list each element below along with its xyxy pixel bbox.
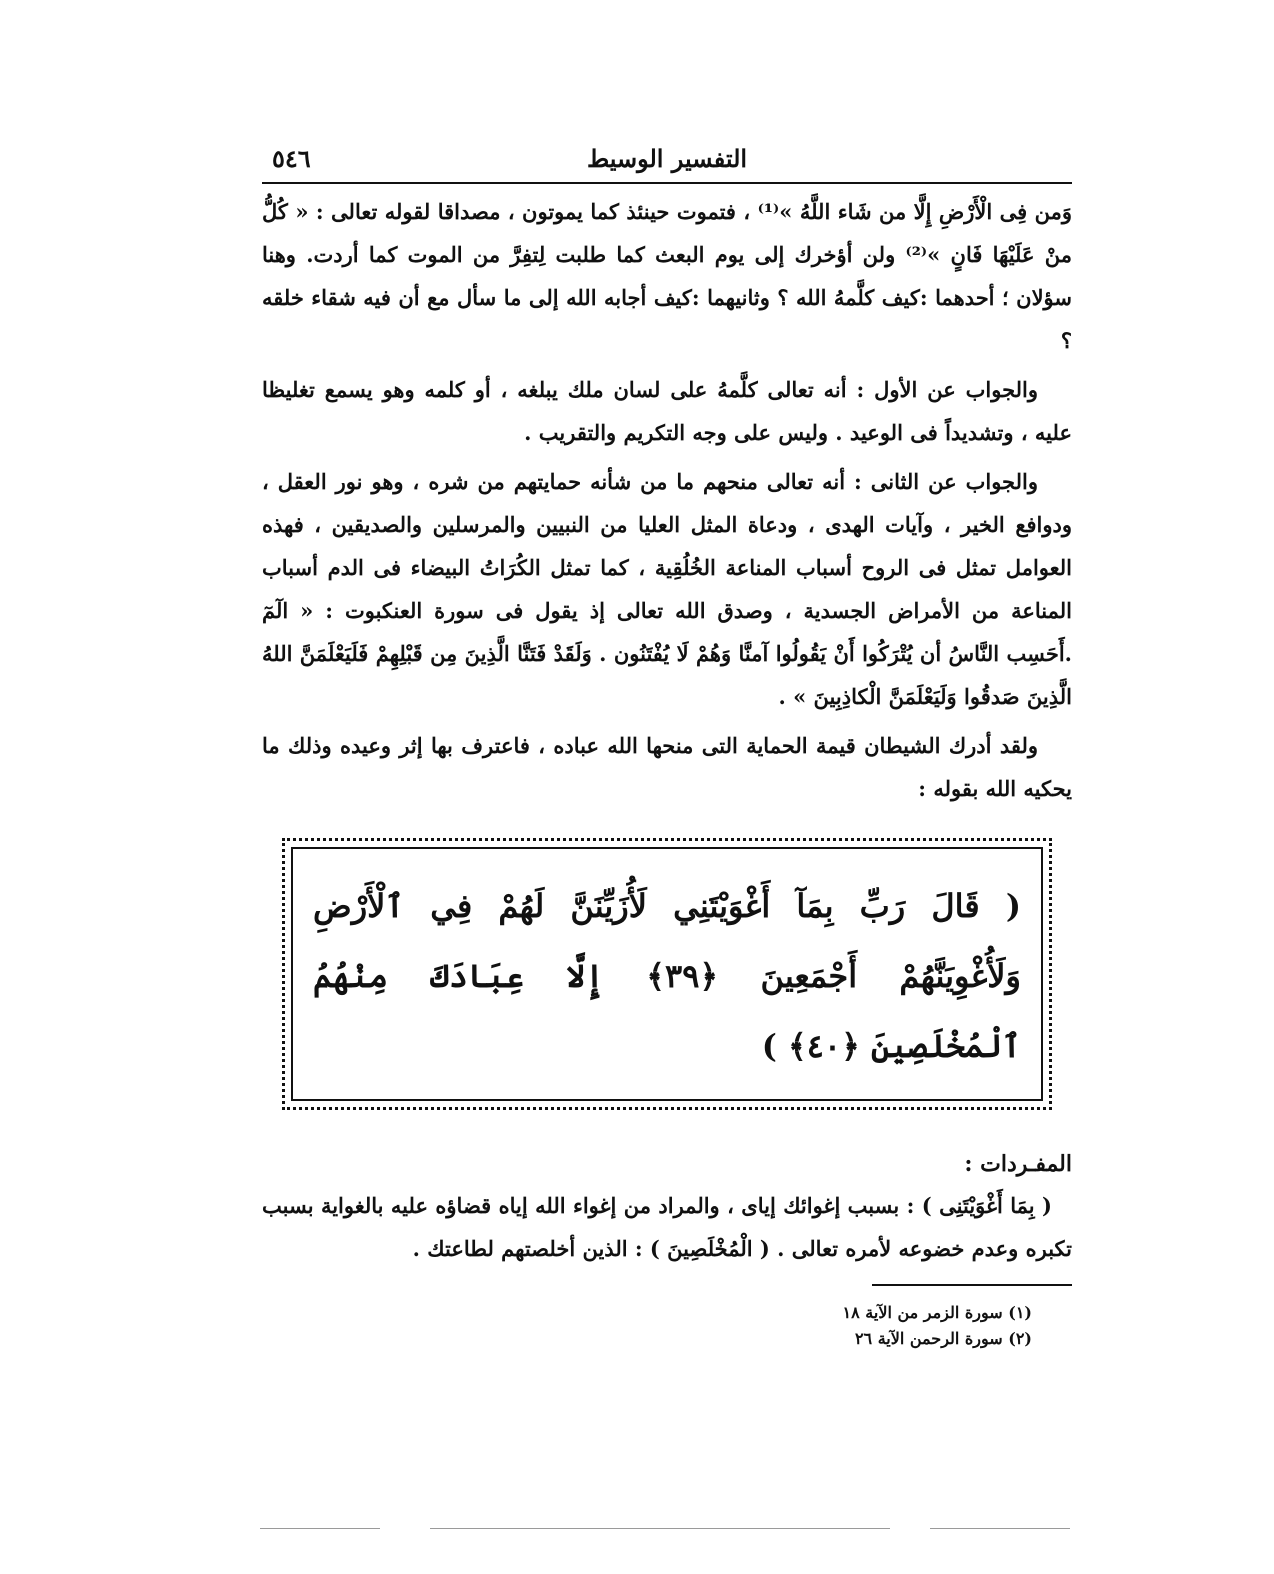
page-number: ٥٤٦ [272, 144, 311, 173]
footnote-1: (١) سورة الزمر من الآية ١٨ [842, 1303, 1032, 1322]
body-text [262, 190, 1072, 810]
running-head [262, 140, 1072, 180]
paragraph-4: ولقد أدرك الشيطان قيمة الحماية التى منحها الله عباده ، فاعترف بها إثر وعيده وذلك ما يحكيه الله بقوله : [262, 733, 1072, 801]
vocab-text: ( بِمَا أَغْوَيْتَنِى ) : بسبب إغوائك إياى ، والمراد من إغواء الله إياه قضاؤه عليه بالغواية بسبب تكبره وعدم خضوعه لأمره تعالى . ( الْمُخْلَصِينَ ) : الذين أخلصتهم لطاعتك . [262, 1193, 1072, 1261]
scan-artifact-line [930, 1528, 1070, 1529]
footnotes [262, 1300, 1072, 1352]
paragraph-3: والجواب عن الثانى : أنه تعالى منحهم ما من شأنه حمايتهم من شره ، وهو نور العقل ، ودوافع الخير ، وآيات الهدى ، ودعاة المثل العليا من النبيين والمرسلين والصديقين ، فهذه العوامل تمثل فى الروح أسباب المناعة الخُلُقِية ، كما تمثل الكُرَاتُ البيضاء فى الدم أسباب المناعة من الأمراض الجسدية ، وصدق الله تعالى إذ يقول فى سورة العنكبوت : « الٓمٓ .أَحَسِب النَّاسُ أن يُتْرَكُوا أَنْ يَقُولُوا آمنَّا وَهُمْ لَا يُفْتَنُون . وَلَقَدْ فَتَنَّا الَّذِينَ مِن قَبْلِهِمْ فَلَيَعْلَمَنَّ اللهُ الَّذِينَ صَدقُوا وَلَيَعْلَمَنَّ الْكاذِبِينَ » . [262, 469, 1072, 709]
vocab-heading: المفـردات : [964, 1151, 1072, 1177]
page [262, 140, 1072, 1352]
scan-artifact-line [260, 1528, 380, 1529]
quran-verse: ( قَالَ رَبِّ بِمَآ أَغْوَيْتَنِي لَأُزَيِّنَنَّ لَهُمْ فِي ٱلْأَرْضِ وَلَأُغْوِيَنَّهُمْ أَجْمَعِينَ ﴿٣٩﴾ إِلَّا عِبَادَكَ مِنْهُمُ ٱلْمُخْلَصِينَ ﴿٤٠﴾ ) [291, 847, 1043, 1101]
footnote-2: (٢) سورة الرحمن الآية ٢٦ [854, 1329, 1032, 1348]
header-rule [262, 182, 1072, 184]
footnote-rule [872, 1284, 1072, 1286]
paragraph-1: وَمن فِى الْأَرْضِ إِلَّا من شَاء اللَّهُ »⁽¹⁾ ، فتموت حينئذ كما يموتون ، مصداقا لقوله تعالى : « كُلُّ منْ عَلَيْهَا فَانٍ »⁽²⁾ ولن أؤخرك إلى يوم البعث كما طلبت لِتفِرَّ من الموت كما أردت. وهنا سؤلان ؛ أحدهما :كيف كلَّمهُ الله ؟ وثانيهما :كيف أجابه الله إلى ما سأل مع أن فيه شقاء خلقه ؟ [262, 199, 1073, 353]
running-title: التفسير الوسيط [586, 144, 748, 173]
quran-verse-box [282, 838, 1052, 1110]
paragraph-2: والجواب عن الأول : أنه تعالى كلَّمهُ على لسان ملك يبلغه ، أو كلمه وهو يسمع تغليظا عليه ، وتشديداً فى الوعيد . وليس على وجه التكريم والتقريب . [262, 377, 1072, 445]
scan-artifact-line [430, 1528, 890, 1529]
